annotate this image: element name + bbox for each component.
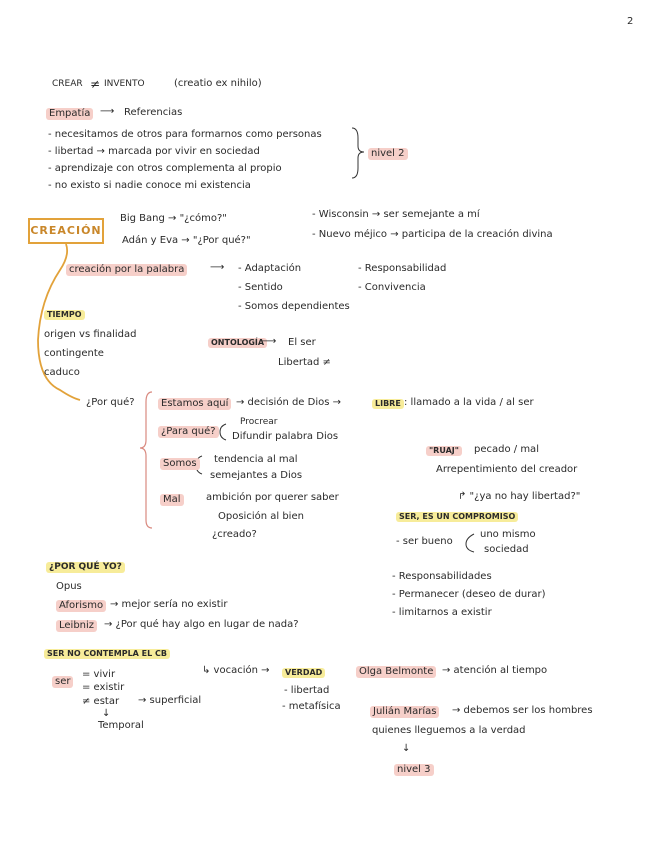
estar-text: ≠ estar: [82, 696, 120, 707]
big-bang-line: Big Bang → "¿cómo?": [120, 213, 227, 224]
yo-right-item-3: - limitarnos a existir: [392, 607, 492, 618]
superficial-text: → superficial: [138, 695, 202, 706]
libertad-ne-label: Libertad ≠: [278, 357, 331, 368]
olga-text: → atención al tiempo: [442, 665, 548, 676]
referencias-label: Referencias: [124, 107, 183, 118]
tiempo-item-3: caduco: [44, 367, 80, 378]
wisconsin-line: - Wisconsin → ser semejante a mí: [312, 209, 480, 220]
opus-label: Opus: [56, 581, 82, 592]
por-que-yo-title: ¿POR QUÉ YO?: [46, 562, 125, 573]
llamado-vida-text: : llamado a la vida / al ser: [404, 397, 534, 408]
nivel-2-badge: nivel 2: [368, 148, 408, 160]
creatio-ex-nihilo: (creatio ex nihilo): [174, 78, 262, 89]
semejantes-item: semejantes a Dios: [210, 470, 303, 481]
procrear-item: Procrear: [240, 417, 278, 427]
estamos-aqui-label: Estamos aquí: [158, 398, 231, 410]
tiempo-title: TIEMPO: [44, 310, 85, 320]
brace-ser-bueno: [466, 534, 474, 552]
pecado-mal-text: pecado / mal: [474, 444, 539, 455]
empatia-label: Empatía: [46, 108, 93, 120]
convivencia-item: - Convivencia: [358, 282, 426, 293]
arrow-icon: ⟶: [210, 262, 225, 273]
invento-word: INVENTO: [104, 79, 145, 89]
ser-no-contempla-title: SER NO CONTEMPLA EL CB: [44, 649, 170, 659]
tendencia-item: tendencia al mal: [214, 454, 298, 465]
existir-text: = existir: [82, 682, 125, 693]
creacion-label: CREACIÓN: [30, 224, 102, 237]
ser-label: ser: [52, 676, 73, 688]
ambicion-item: ambición por querer saber: [206, 492, 339, 503]
not-equal-sign: ≠: [90, 77, 101, 91]
vocacion-text: ↳ vocación →: [202, 665, 270, 676]
ya-no-libertad-text: ↱ "¿ya no hay libertad?": [458, 491, 581, 502]
creacion-palabra-label: creación por la palabra: [66, 264, 187, 276]
vivir-text: = vivir: [82, 669, 116, 680]
brace-para-que: [220, 424, 226, 440]
brace-por-que: [140, 392, 152, 528]
libertad-item: - libertad: [284, 685, 330, 696]
uno-mismo-text: uno mismo: [480, 529, 536, 540]
leibniz-text: → ¿Por qué hay algo en lugar de nada?: [104, 619, 299, 630]
nivel-3-badge: nivel 3: [394, 764, 434, 776]
arrow-icon: ⟶: [100, 106, 115, 117]
metafisica-item: - metafísica: [282, 701, 341, 712]
creacion-box: [28, 218, 104, 244]
brace-nivel-2: [352, 128, 364, 178]
leibniz-label: Leibniz: [56, 620, 97, 632]
nuevo-mejico-line: - Nuevo méjico → participa de la creación divina: [312, 229, 553, 240]
mal-label: Mal: [160, 494, 184, 506]
difundir-item: Difundir palabra Dios: [232, 431, 339, 442]
aforismo-label: Aforismo: [56, 600, 106, 612]
adaptacion-item: - Adaptación: [238, 263, 302, 274]
arrepentimiento-text: Arrepentimiento del creador: [436, 464, 578, 475]
somos-label: Somos: [160, 458, 200, 470]
por-que-label: ¿Por qué?: [86, 397, 135, 408]
el-ser-label: El ser: [288, 337, 316, 348]
para-que-label: ¿Para qué?: [158, 426, 219, 438]
empatia-item-4: - no existo si nadie conoce mi existencia: [48, 180, 251, 191]
libre-badge: LIBRE: [372, 399, 404, 409]
down-arrow-icon: ↓: [402, 743, 411, 754]
oposicion-item: Oposición al bien: [218, 511, 304, 522]
crear-word: CREAR: [52, 79, 83, 89]
aforismo-text: → mejor sería no existir: [110, 599, 228, 610]
creado-item: ¿creado?: [212, 529, 257, 540]
yo-right-item-1: - Responsabilidades: [392, 571, 492, 582]
responsabilidad-item: - Responsabilidad: [358, 263, 447, 274]
page-number: 2: [627, 16, 634, 27]
ontologia-label: ONTOLOGÍA: [208, 338, 267, 348]
julian-marias-label: Julián Marías: [370, 706, 439, 718]
ser-bueno-text: - ser bueno: [396, 536, 453, 547]
verdad-badge: VERDAD: [282, 668, 325, 678]
olga-belmonte-label: Olga Belmonte: [356, 666, 436, 678]
ruaj-label: "RUAJ": [426, 446, 462, 456]
tiempo-item-2: contingente: [44, 348, 104, 359]
temporal-text: Temporal: [98, 720, 144, 731]
compromiso-badge: SER, ES UN COMPROMISO: [396, 512, 518, 522]
julian-text: → debemos ser los hombres: [452, 705, 593, 716]
yo-right-item-2: - Permanecer (deseo de durar): [392, 589, 546, 600]
empatia-item-1: - necesitamos de otros para formarnos como personas: [48, 129, 322, 140]
empatia-item-2: - libertad → marcada por vivir en sociedad: [48, 146, 260, 157]
adan-eva-line: Adán y Eva → "¿Por qué?": [122, 235, 251, 246]
somos-dependientes-item: - Somos dependientes: [238, 301, 350, 312]
arrow-icon: ⟶: [262, 336, 277, 347]
tiempo-item-1: origen vs finalidad: [44, 329, 137, 340]
empatia-item-3: - aprendizaje con otros complementa al propio: [48, 163, 282, 174]
decision-dios-text: → decisión de Dios →: [236, 397, 341, 408]
sentido-item: - Sentido: [238, 282, 283, 293]
quienes-text: quienes lleguemos a la verdad: [372, 725, 526, 736]
sociedad-text: sociedad: [484, 544, 529, 555]
down-arrow-icon: ↓: [102, 708, 111, 719]
